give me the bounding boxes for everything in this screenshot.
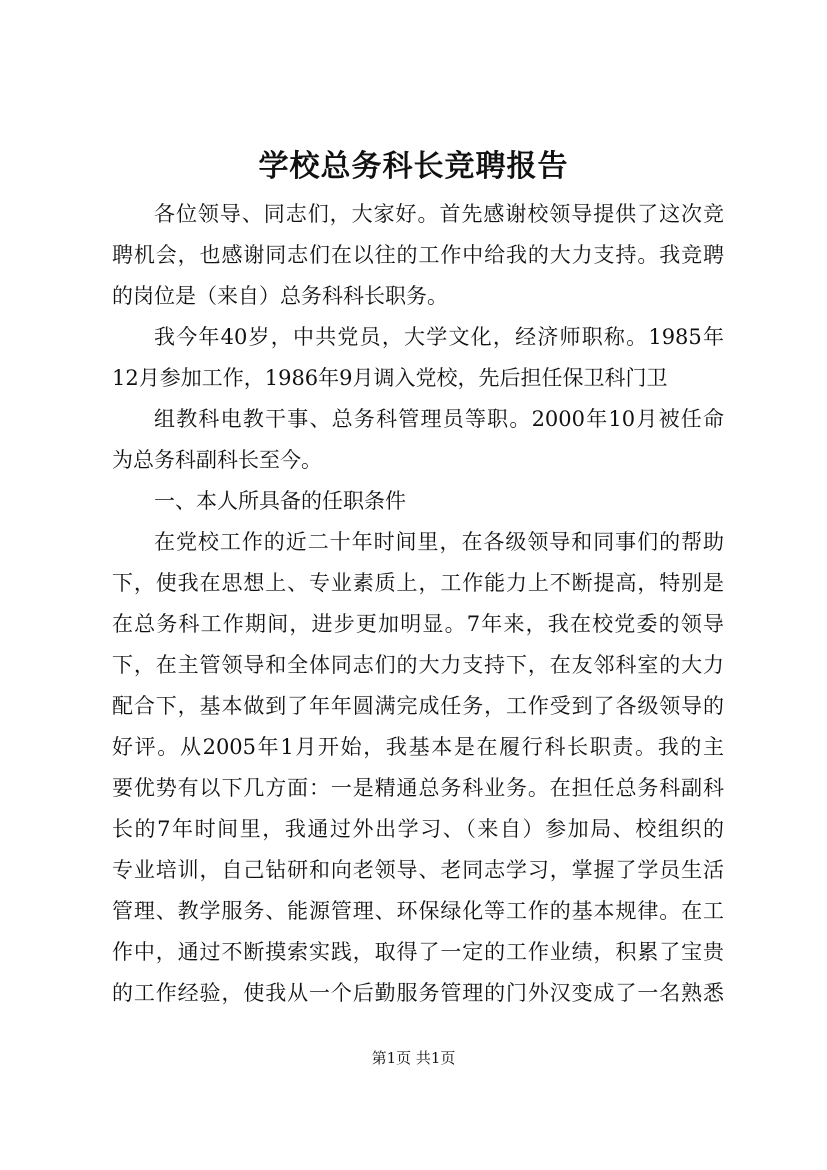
- paragraph-line: 专业培训，自己钻研和向老领导、老同志学习，掌握了学员生活: [112, 858, 724, 882]
- document-title: 学校总务科长竞聘报告: [258, 149, 569, 184]
- paragraph-line: 下，使我在思想上、专业素质上，工作能力上不断提高，特别是: [112, 571, 724, 595]
- paragraph-line: 长的7年时间里，我通过外出学习、（来自）参加局、校组织的: [112, 817, 724, 841]
- paragraph-line: 好评。从2005年1月开始，我基本是在履行科长职责。我的主: [112, 735, 724, 759]
- paragraph-line: 的岗位是（来自）总务科科长职务。: [112, 284, 448, 308]
- document-body: [112, 194, 724, 1014]
- paragraph-line: 要优势有以下几方面：一是精通总务科业务。在担任总务科副科: [112, 776, 724, 800]
- paragraph-line: 12月参加工作，1986年9月调入党校，先后担任保卫科门卫: [112, 366, 668, 390]
- paragraph-line: 在党校工作的近二十年时间里，在各级领导和同事们的帮助: [154, 530, 724, 554]
- paragraph-line: 为总务科副科长至今。: [112, 448, 322, 472]
- paragraph-line: 管理、教学服务、能源管理、环保绿化等工作的基本规律。在工: [112, 899, 724, 923]
- paragraph-line: 在总务科工作期间，进步更加明显。7年来，我在校党委的领导: [112, 612, 724, 636]
- paragraph-line: 一、本人所具备的任职条件: [154, 489, 406, 513]
- paragraph-line: 作中，通过不断摸索实践，取得了一定的工作业绩，积累了宝贵: [112, 940, 724, 964]
- paragraph-line: 下，在主管领导和全体同志们的大力支持下，在友邻科室的大力: [112, 653, 724, 677]
- paragraph-line: 配合下，基本做到了年年圆满完成任务，工作受到了各级领导的: [112, 694, 724, 718]
- paragraph-line: 聘机会，也感谢同志们在以往的工作中给我的大力支持。我竞聘: [112, 243, 724, 267]
- page-number-footer: 第1页 共1页: [371, 1049, 456, 1067]
- paragraph-line: 的工作经验，使我从一个后勤服务管理的门外汉变成了一名熟悉: [112, 981, 724, 1005]
- paragraph-line: 组教科电教干事、总务科管理员等职。2000年10月被任命: [154, 407, 724, 431]
- paragraph-line: 各位领导、同志们，大家好。首先感谢校领导提供了这次竞: [154, 202, 724, 226]
- paragraph-line: 我今年40岁，中共党员，大学文化，经济师职称。1985年: [154, 325, 724, 349]
